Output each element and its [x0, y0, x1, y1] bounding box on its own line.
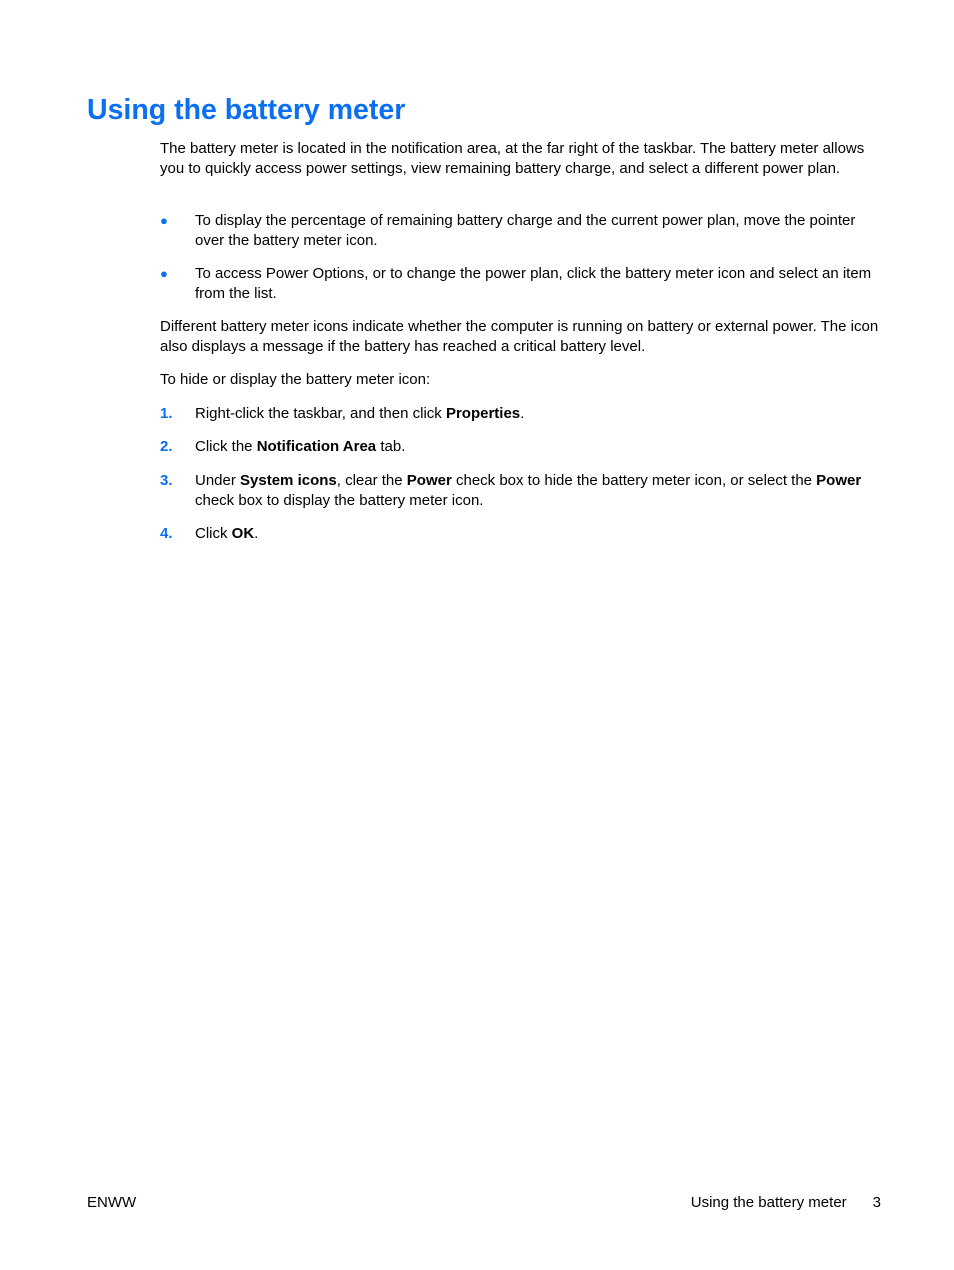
step-text: Click the Notification Area tab. — [195, 438, 406, 455]
step-number: 2. — [160, 438, 173, 455]
footer-right — [691, 1193, 881, 1213]
bullet-text: To display the percentage of remaining battery charge and the current power plan, move the pointer over the battery meter icon. — [195, 212, 856, 249]
step-number: 1. — [160, 405, 173, 422]
footer-section-title: Using the battery meter — [690, 1194, 847, 1211]
bullet-icon: ● — [160, 213, 168, 228]
step-number: 3. — [160, 472, 173, 489]
bullet-text: To access Power Options, or to change the power plan, click the battery meter icon and select an item from the list. — [195, 265, 872, 302]
page-number: 3 — [872, 1194, 881, 1211]
step-text: Click OK. — [195, 525, 259, 542]
step-text: Right-click the taskbar, and then click Properties. — [195, 405, 525, 422]
description-paragraph: Different battery meter icons indicate whether the computer is running on battery or external power. The icon also displays a message if the battery has reached a critical battery level. — [160, 318, 879, 355]
instruction-intro: To hide or display the battery meter icon: — [160, 371, 431, 388]
page-title: Using the battery meter — [87, 94, 406, 126]
step-number: 4. — [160, 525, 173, 542]
footer-left-label: ENWW — [87, 1194, 137, 1211]
intro-paragraph: The battery meter is located in the notification area, at the far right of the taskbar. The battery meter allows you to quickly access power settings, view remaining battery charge, and select a different power plan. — [160, 140, 865, 177]
step-text: Under System icons, clear the Power check box to hide the battery meter icon, or select the Power check box to display the battery meter icon. — [195, 472, 862, 509]
bullet-icon: ● — [160, 266, 168, 281]
